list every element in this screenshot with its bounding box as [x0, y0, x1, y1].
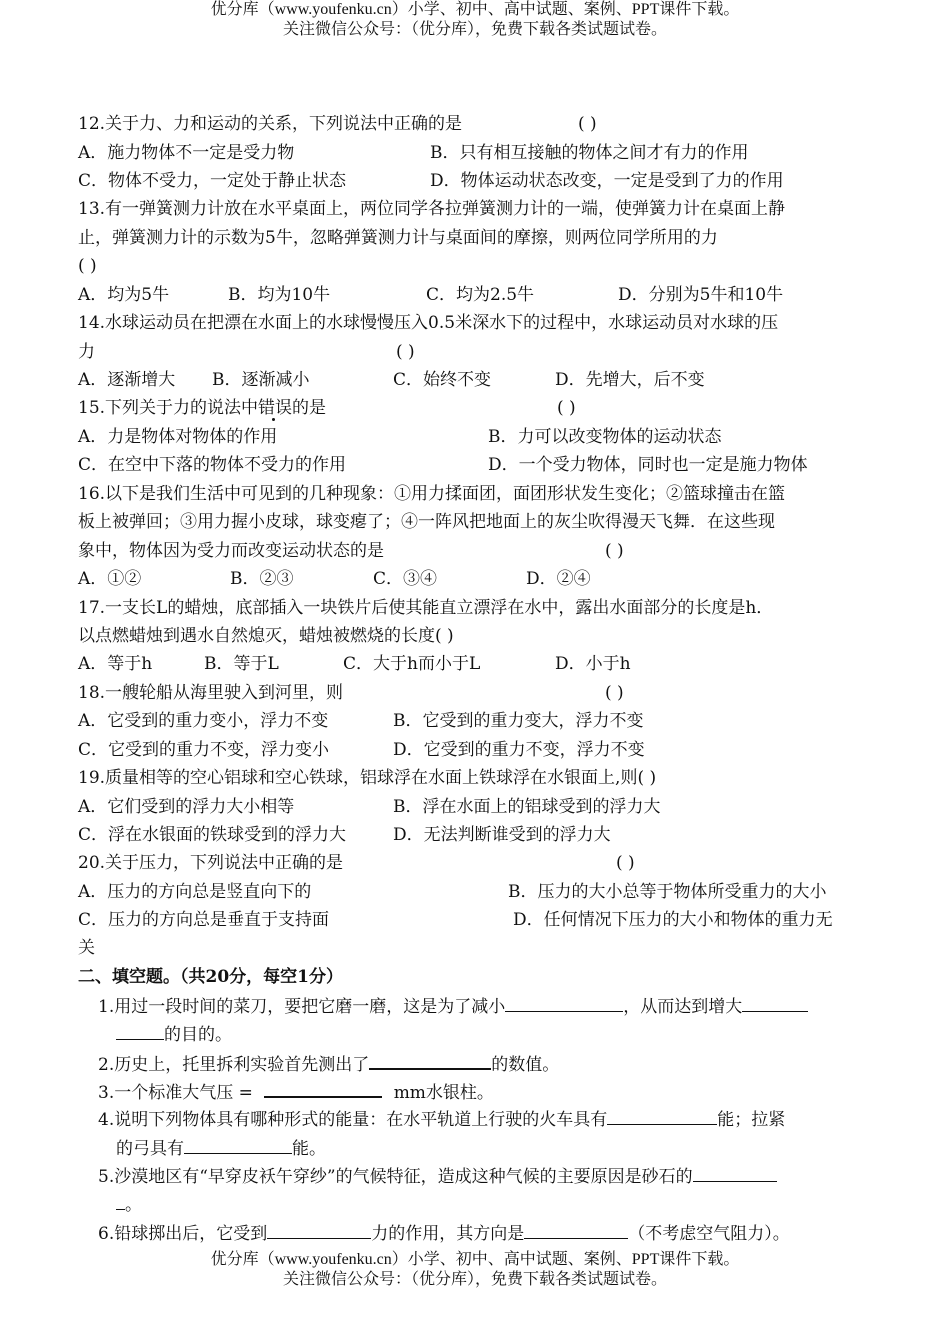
fill-4-text-d: 能。: [292, 1139, 326, 1159]
fill-5-blank[interactable]: [693, 1165, 777, 1182]
fill-5-text-a: 5.沙漠地区有“早穿皮袄午穿纱”的气候特征，造成这种气候的主要原因是砂石的: [98, 1167, 693, 1187]
page-footer: [0, 1250, 950, 1290]
fill-1-text-b: ，从而达到增大: [623, 997, 743, 1017]
fill-6-text-c: （不考虑空气阻力）。: [628, 1224, 790, 1244]
fill-6-text-b: 力的作用，其方向是: [371, 1224, 525, 1244]
q17-option-a: A．等于h: [78, 654, 153, 674]
q16-option-a: A．①②: [78, 569, 142, 589]
q15-option-d: D．一个受力物体，同时也一定是施力物体: [488, 455, 808, 475]
fill-2-text-b: 的数值。: [491, 1055, 560, 1075]
fill-1-text-c: 的目的。: [164, 1025, 232, 1045]
q16-answer-bracket: ( ): [605, 541, 624, 561]
q13-stem-line-2: 止，弹簧测力计的示数为5牛，忽略弹簧测力计与桌面间的摩擦，则两位同学所用的力: [78, 228, 718, 248]
page-header: [0, 0, 950, 40]
q15-option-b: B．力可以改变物体的运动状态: [488, 427, 722, 447]
q16-stem-line-3: 象中，物体因为受力而改变运动状态的是: [78, 541, 384, 561]
q16-stem-line-2: 板上被弹回；③用力握小皮球，球变瘪了；④一阵风把地面上的灰尘吹得漫天飞舞．在这些现: [78, 512, 775, 532]
q17-option-c: C．大于h而小于L: [343, 654, 481, 674]
q14-option-a: A．逐渐增大: [78, 370, 176, 390]
q20-option-b: B．压力的大小总等于物体所受重力的大小: [508, 882, 827, 902]
q12-answer-bracket: ( ): [578, 114, 597, 134]
fill-2-blank[interactable]: [369, 1052, 491, 1070]
q18-stem: 18.一艘轮船从海里驶入到河里，则: [78, 683, 344, 703]
q16-option-c: C．③④: [373, 569, 438, 589]
q15-option-a: A．力是物体对物体的作用: [78, 427, 278, 447]
q12-stem: 12.关于力、力和运动的关系，下列说法中正确的是: [78, 114, 463, 134]
q19-stem: 19.质量相等的空心铝球和空心铁球，铝球浮在水面上铁球浮在水银面上,则( ): [78, 768, 657, 788]
q16-option-d: D．②④: [526, 569, 591, 589]
q18-option-c: C．它受到的重力不变，浮力变小: [78, 740, 330, 760]
q13-option-b: B．均为10牛: [228, 285, 331, 305]
q20-option-d: D．任何情况下压力的大小和物体的重力无: [513, 910, 833, 930]
fill-2: [98, 1052, 559, 1076]
q14-answer-bracket: ( ): [396, 342, 415, 362]
fill-4-text-b: 能；拉紧: [717, 1110, 786, 1130]
fill-5-blank-continued[interactable]: [116, 1193, 125, 1210]
q15-stem: 15.下列关于力的说法中错误的是: [78, 398, 327, 418]
q20-option-d-continued: 关: [78, 938, 95, 958]
fill-5: [98, 1165, 777, 1188]
fill-1-text-a: 1.用过一段时间的菜刀，要把它磨一磨，这是为了减小: [98, 997, 506, 1017]
fill-3: [98, 1080, 494, 1104]
q17-option-d: D．小于h: [555, 654, 631, 674]
q16-stem-line-1: 16.以下是我们生活中可见到的几种现象：①用力揉面团，面团形状发生变化；②篮球撞击在篮: [78, 484, 786, 504]
q19-option-a: A．它们受到的浮力大小相等: [78, 797, 295, 817]
fill-1-continued: [116, 1023, 232, 1046]
q15-option-c: C．在空中下落的物体不受力的作用: [78, 455, 347, 475]
q14-stem-line-2: 力: [78, 342, 95, 362]
q17-stem-line-2: 以点燃蜡烛到遇水自然熄灭，蜡烛被燃烧的长度( ): [78, 626, 454, 646]
fill-1-blank-2-continued[interactable]: [116, 1023, 164, 1040]
fill-2-text-a: 2.历史上，托里拆利实验首先测出了: [98, 1055, 370, 1075]
emphasis-dot: [272, 418, 275, 421]
q12-option-a: A．施力物体不一定是受力物: [78, 143, 295, 163]
q14-option-d: D．先增大，后不变: [555, 370, 705, 390]
fill-4: [98, 1108, 785, 1131]
q14-stem-line-1: 14.水球运动员在把漂在水面上的水球慢慢压入0.5米深水下的过程中，水球运动员对水球的压: [78, 313, 779, 333]
q19-option-c: C．浮在水银面的铁球受到的浮力大: [78, 825, 347, 845]
fill-4-blank-1[interactable]: [607, 1108, 717, 1125]
q18-option-d: D．它受到的重力不变，浮力不变: [393, 740, 645, 760]
fill-5-text-c: 。: [125, 1195, 142, 1215]
q12-option-b: B．只有相互接触的物体之间才有力的作用: [430, 143, 749, 163]
q12-option-d: D．物体运动状态改变，一定是受到了力的作用: [430, 171, 784, 191]
q13-option-c: C．均为2.5牛: [426, 285, 535, 305]
header-line-2: 关注微信公众号：（优分库），免费下载各类试题试卷。: [282, 21, 667, 38]
footer-line-1: 优分库（www.youfenku.cn）小学、初中、高中试题、案例、PPT课件下载。: [210, 1251, 740, 1268]
q20-stem: 20.关于压力，下列说法中正确的是: [78, 853, 344, 873]
fill-6-blank-1[interactable]: [267, 1222, 371, 1239]
q20-option-c: C．压力的方向总是垂直于支持面: [78, 910, 330, 930]
q14-option-c: C．始终不变: [393, 370, 492, 390]
fill-1-blank-2[interactable]: [742, 995, 808, 1012]
fill-6-text-a: 6.铅球掷出后，它受到: [98, 1224, 268, 1244]
section-title: 二、填空题。（共20分，每空1分）: [78, 967, 343, 987]
q12-option-c: C．物体不受力，一定处于静止状态: [78, 171, 347, 191]
q13-option-a: A．均为5牛: [78, 285, 170, 305]
fill-4-text-a: 4.说明下列物体具有哪种形式的能量：在水平轨道上行驶的火车具有: [98, 1110, 608, 1130]
q16-option-b: B．②③: [230, 569, 294, 589]
footer-line-2: 关注微信公众号：（优分库），免费下载各类试题试卷。: [282, 1271, 667, 1288]
q13-stem-line-1: 13.有一弹簧测力计放在水平桌面上，两位同学各拉弹簧测力计的一端，使弹簧力计在桌面上静: [78, 199, 786, 219]
q18-answer-bracket: ( ): [605, 683, 624, 703]
q19-option-b: B．浮在水面上的铝球受到的浮力大: [393, 797, 661, 817]
q13-option-d: D．分别为5牛和10牛: [618, 285, 784, 305]
fill-4-continued: [116, 1137, 326, 1160]
q18-option-a: A．它受到的重力变小，浮力不变: [78, 711, 329, 731]
fill-1: [98, 995, 808, 1018]
q20-answer-bracket: ( ): [616, 853, 635, 873]
q14-option-b: B．逐渐减小: [212, 370, 310, 390]
q17-stem-line-1: 17.一支长L的蜡烛，底部插入一块铁片后使其能直立漂浮在水中，露出水面部分的长度是h．: [78, 598, 774, 618]
fill-1-blank-1[interactable]: [505, 995, 623, 1012]
q18-option-b: B．它受到的重力变大，浮力不变: [393, 711, 644, 731]
q20-option-a: A．压力的方向总是竖直向下的: [78, 882, 312, 902]
fill-4-blank-2[interactable]: [184, 1137, 292, 1154]
q19-option-d: D．无法判断谁受到的浮力大: [393, 825, 611, 845]
q17-option-b: B．等于L: [204, 654, 279, 674]
fill-6-blank-2[interactable]: [524, 1222, 628, 1239]
fill-6: [98, 1222, 790, 1245]
fill-3-text-a: 3.一个标准大气压 =: [98, 1083, 253, 1103]
header-line-1: 优分库（www.youfenku.cn）小学、初中、高中试题、案例、PPT课件下载。: [210, 1, 740, 18]
fill-4-text-c: 的弓具有: [116, 1139, 184, 1159]
fill-5-continued: [116, 1193, 142, 1216]
fill-3-text-b: mm水银柱。: [393, 1083, 494, 1103]
fill-3-blank[interactable]: [264, 1080, 382, 1098]
q13-answer-bracket: ( ): [78, 256, 97, 276]
q15-answer-bracket: ( ): [557, 398, 576, 418]
